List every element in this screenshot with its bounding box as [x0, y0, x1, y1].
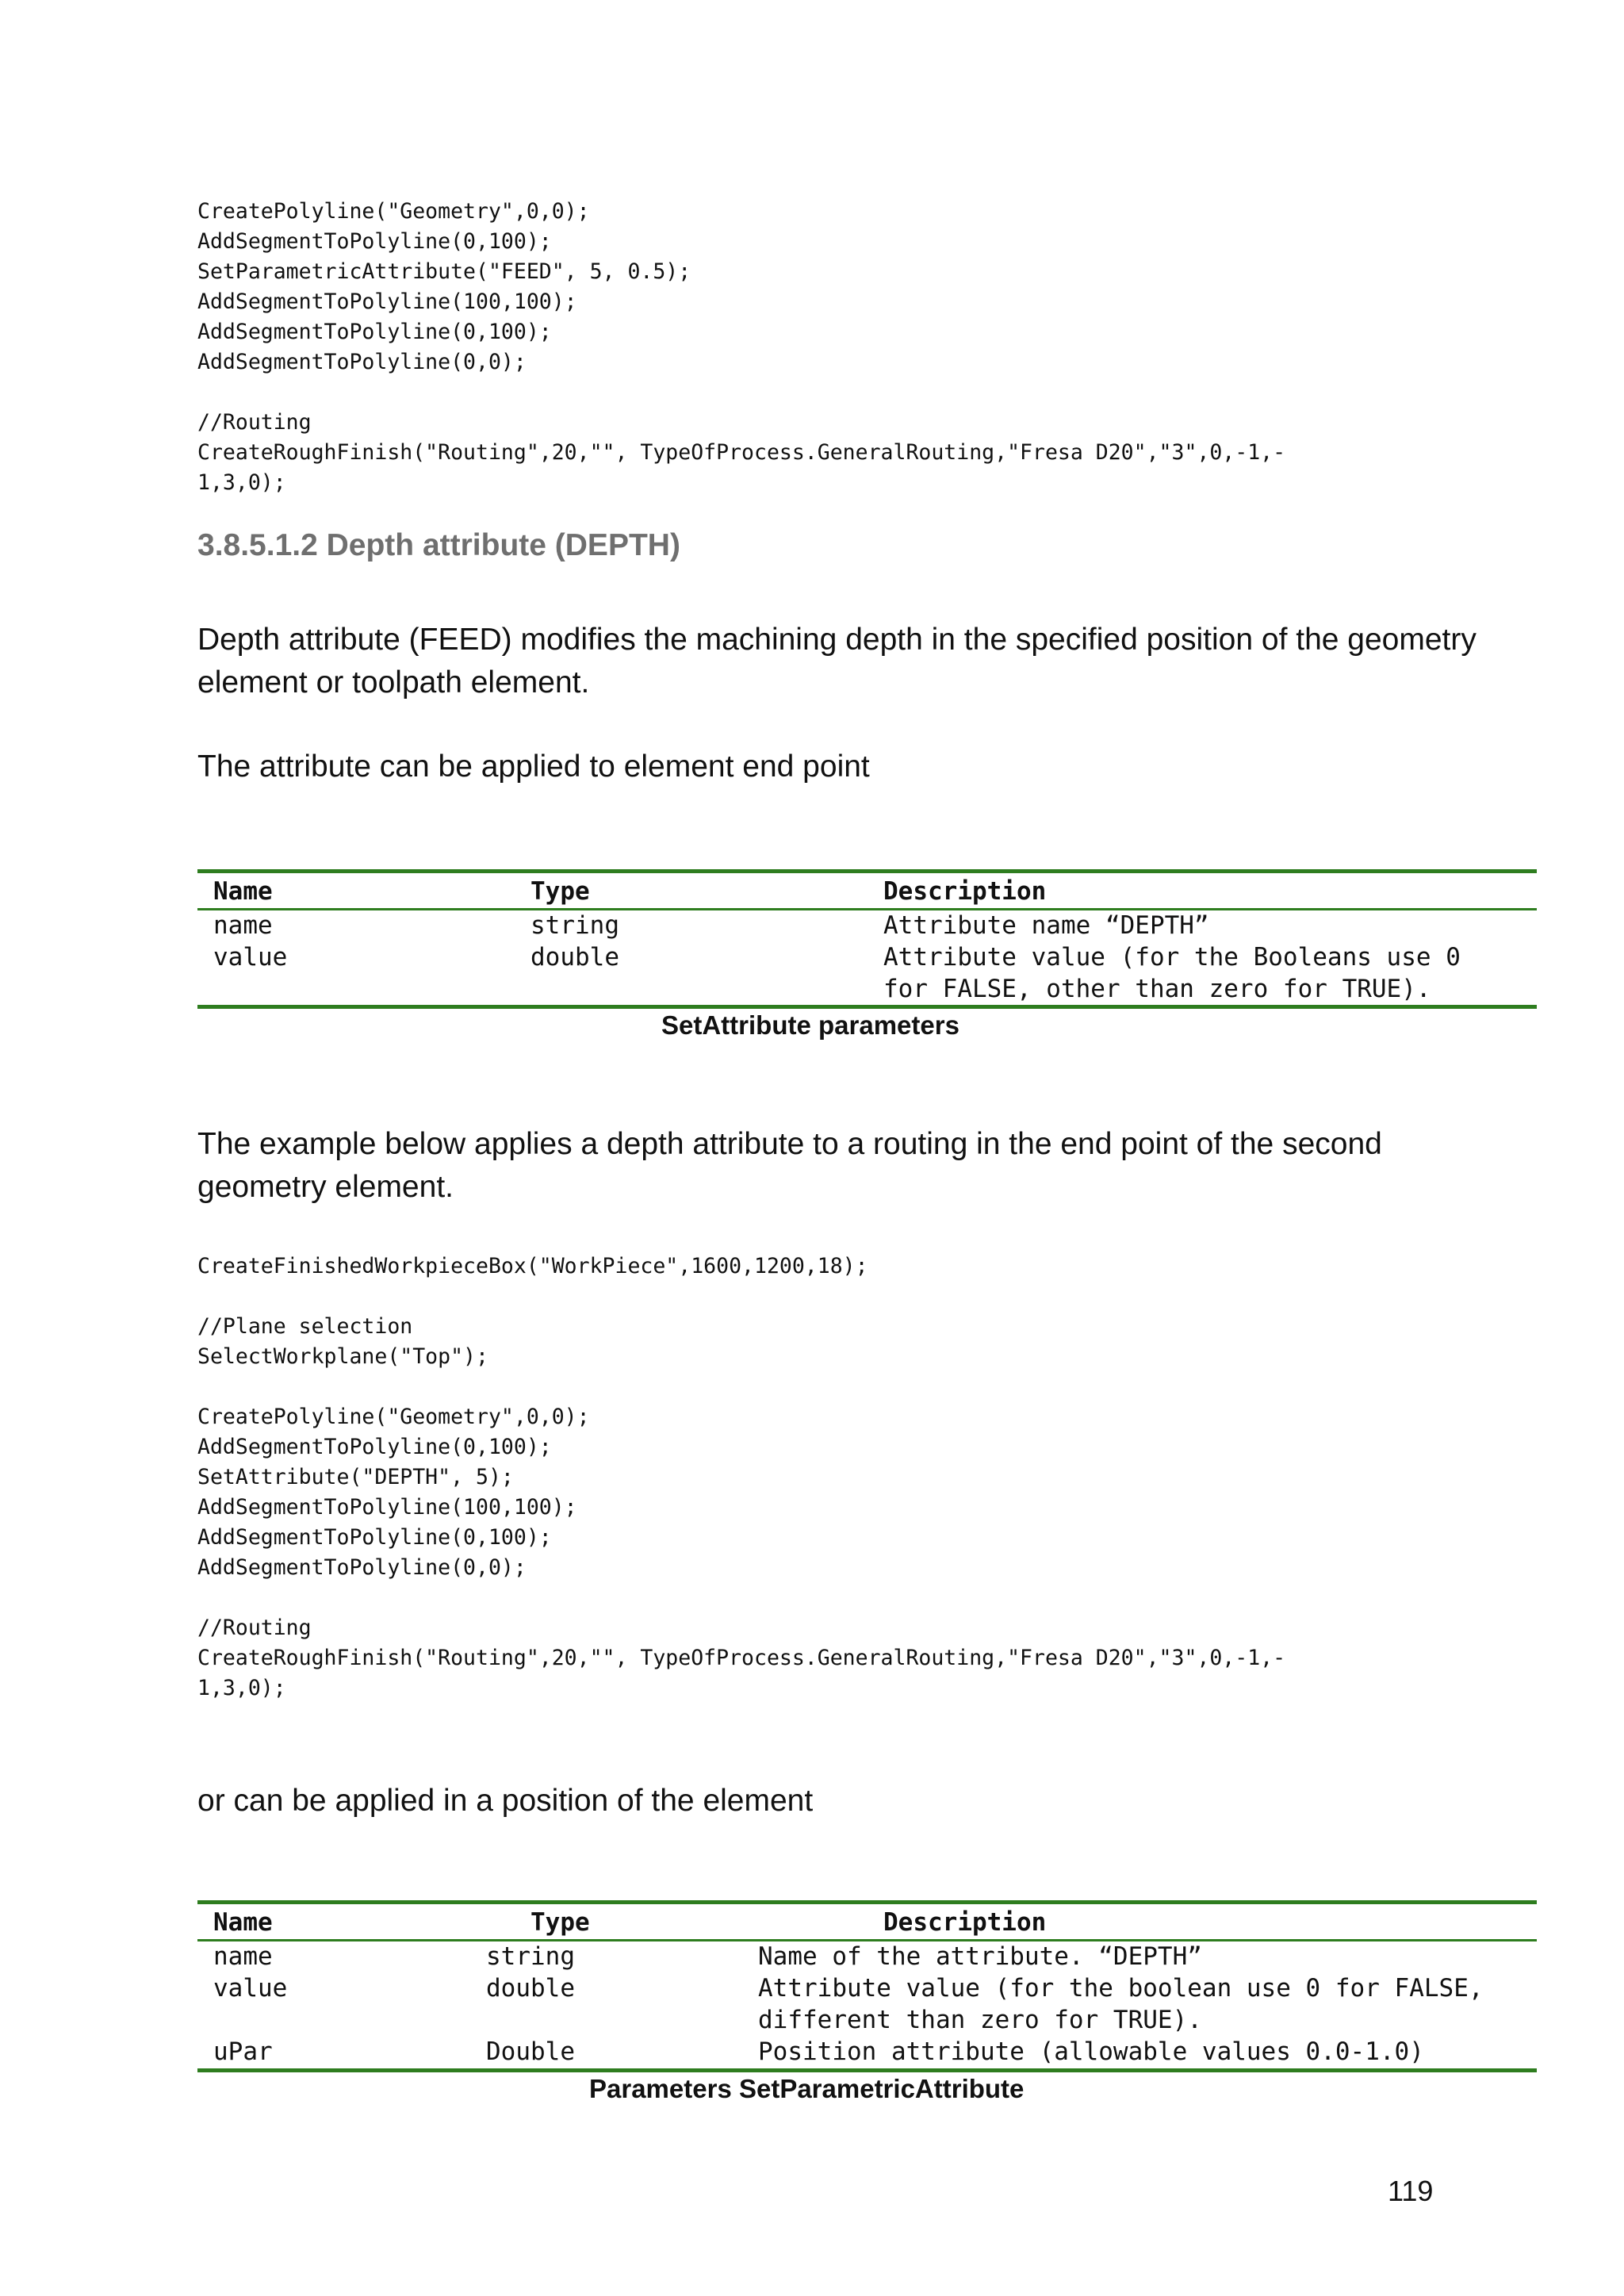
- table-cell: Double: [486, 2037, 575, 2066]
- code-line: AddSegmentToPolyline(0,0);: [197, 350, 527, 374]
- table-cell: Attribute value (for the Booleans use 0 for FALSE, other than zero for TRUE).: [883, 943, 1461, 1003]
- table-header-type: Type: [530, 1908, 590, 1937]
- table-cell: double: [530, 943, 619, 972]
- table-header-name: Name: [213, 877, 273, 906]
- code-block-depth-example: [197, 1251, 1285, 1704]
- table-bottom-rule: [197, 1005, 1537, 1009]
- code-line: AddSegmentToPolyline(100,100);: [197, 289, 577, 314]
- code-line: AddSegmentToPolyline(100,100);: [197, 1495, 577, 1520]
- table-top-rule: [197, 1900, 1537, 1904]
- setparametricattribute-parameters-table: [197, 1900, 1537, 2091]
- table-top-rule: [197, 869, 1537, 873]
- paragraph-end-point: The attribute can be applied to element end point: [197, 749, 870, 784]
- table-header-rule: [197, 908, 1537, 910]
- code-line: CreateRoughFinish("Routing",20,"", TypeOfProcess.GeneralRouting,"Fresa D20","3",0,-1,-: [197, 1646, 1286, 1670]
- setattribute-parameters-table: [197, 869, 1537, 1020]
- table-cell: Attribute value (for the boolean use 0 for FALSE, different than zero for TRUE).: [758, 1974, 1484, 2034]
- page-number: 119: [1388, 2175, 1434, 2207]
- code-line: CreatePolyline("Geometry",0,0);: [197, 199, 590, 224]
- table-header-name: Name: [213, 1908, 273, 1937]
- paragraph-position: or can be applied in a position of the element: [197, 1784, 814, 1818]
- table-header-description: Description: [883, 1908, 1047, 1937]
- table-header-description: Description: [883, 877, 1047, 906]
- table-cell: Attribute name “DEPTH”: [883, 911, 1209, 940]
- paragraph-intro: Depth attribute (FEED) modifies the machining depth in the specified position of the geometry element or toolpath element.: [197, 623, 1477, 700]
- table-bottom-rule: [197, 2068, 1537, 2072]
- code-line: //Routing: [197, 1616, 312, 1640]
- code-line: SetParametricAttribute("FEED", 5, 0.5);: [197, 259, 691, 284]
- code-line: 1,3,0);: [197, 470, 286, 495]
- paragraph-example: The example below applies a depth attribute to a routing in the end point of the second geometry element.: [197, 1127, 1382, 1204]
- code-line: //Plane selection: [197, 1314, 413, 1339]
- table-caption-setattribute: SetAttribute parameters: [661, 1010, 959, 1040]
- code-line: AddSegmentToPolyline(0,100);: [197, 320, 552, 344]
- code-line: CreateFinishedWorkpieceBox("WorkPiece",1600,1200,18);: [197, 1254, 868, 1278]
- table-cell: Position attribute (allowable values 0.0-1.0): [758, 2037, 1424, 2066]
- code-line: 1,3,0);: [197, 1676, 286, 1700]
- table-cell: string: [486, 1942, 575, 1971]
- table-cell: value: [213, 1974, 288, 2003]
- code-line: SetAttribute("DEPTH", 5);: [197, 1465, 514, 1489]
- table-cell: value: [213, 943, 288, 972]
- section-heading: 3.8.5.1.2 Depth attribute (DEPTH): [197, 528, 680, 562]
- table-cell: string: [530, 911, 619, 940]
- table-caption-setparametricattribute: Parameters SetParametricAttribute: [589, 2074, 1025, 2103]
- code-line: CreateRoughFinish("Routing",20,"", TypeOfProcess.GeneralRouting,"Fresa D20","3",0,-1,-: [197, 440, 1286, 465]
- table-header-type: Type: [530, 877, 590, 906]
- code-block-feed-example: [197, 197, 1285, 498]
- table-cell: name: [213, 1942, 273, 1971]
- code-line: //Routing: [197, 410, 312, 435]
- table-cell: Name of the attribute. “DEPTH”: [758, 1942, 1202, 1971]
- table-cell: double: [486, 1974, 575, 2003]
- code-line: AddSegmentToPolyline(0,0);: [197, 1555, 527, 1580]
- table-cell: uPar: [213, 2037, 273, 2066]
- code-line: AddSegmentToPolyline(0,100);: [197, 229, 552, 254]
- code-line: CreatePolyline("Geometry",0,0);: [197, 1405, 590, 1429]
- code-line: SelectWorkplane("Top");: [197, 1344, 488, 1369]
- code-line: AddSegmentToPolyline(0,100);: [197, 1435, 552, 1459]
- table-cell: name: [213, 911, 273, 940]
- code-line: AddSegmentToPolyline(0,100);: [197, 1525, 552, 1550]
